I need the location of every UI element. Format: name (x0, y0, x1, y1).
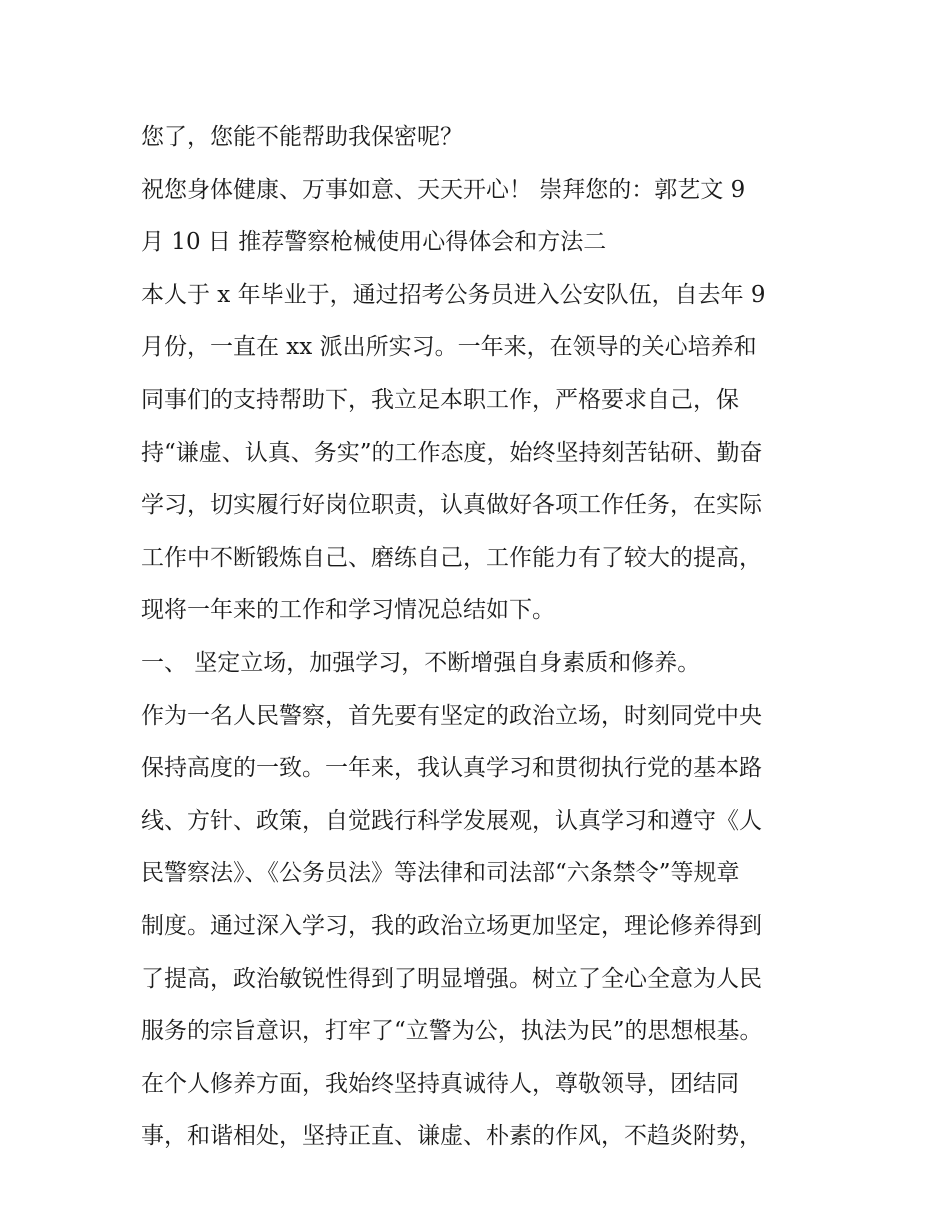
text-line: 工作中不断锻炼自己、磨练自己，工作能力有了较大的提高， (141, 544, 762, 571)
text-line: 祝您身体健康、万事如意、天天开心！ 崇拜您的：郭艺文 9 (141, 176, 746, 203)
text-line: 事，和谐相处，坚持正直、谦虚、朴素的作风，不趋炎附势， (141, 1123, 762, 1150)
text-line: 本人于 x 年毕业于，通过招考公务员进入公安队伍，自去年 9 (141, 281, 766, 308)
text-line: 在个人修养方面，我始终坚持真诚待人，尊敬领导，团结同 (141, 1070, 739, 1097)
text-line: 制度。通过深入学习，我的政治立场更加坚定，理论修养得到 (141, 912, 762, 939)
text-line: 您了，您能不能帮助我保密呢？ (141, 124, 463, 150)
text-line: 服务的宗旨意识，打牢了“立警为公，执法为民”的思想根基。 (141, 1018, 763, 1045)
text-line: 同事们的支持帮助下，我立足本职工作，严格要求自己，保 (141, 386, 739, 413)
text-line: 月 10 日 推荐警察枪械使用心得体会和方法二 (141, 229, 607, 256)
text-line: 保持高度的一致。一年来，我认真学习和贯彻执行党的基本路 (141, 755, 762, 782)
text-line: 现将一年来的工作和学习情况总结如下。 (141, 597, 555, 624)
text-line: 月份，一直在 xx 派出所实习。一年来，在领导的关心培养和 (141, 334, 757, 361)
text-line: 学习，切实履行好岗位职责，认真做好各项工作任务，在实际 (141, 492, 762, 519)
text-line: 了提高，政治敏锐性得到了明显增强。树立了全心全意为人民 (141, 965, 762, 992)
text-line: 民警察法》、《公务员法》等法律和司法部“六条禁令”等规章 (141, 860, 740, 887)
text-line: 持“谦虚、认真、务实”的工作态度，始终坚持刻苦钻研、勤奋 (141, 439, 763, 466)
text-line: 作为一名人民警察，首先要有坚定的政治立场，时刻同党中央 (141, 702, 762, 729)
section-heading: 一、 坚定立场，加强学习，不断增强自身素质和修养。 (141, 649, 701, 676)
body-text (141, 111, 821, 1163)
text-line: 线、方针、政策，自觉践行科学发展观，认真学习和遵守《人 (141, 807, 762, 834)
